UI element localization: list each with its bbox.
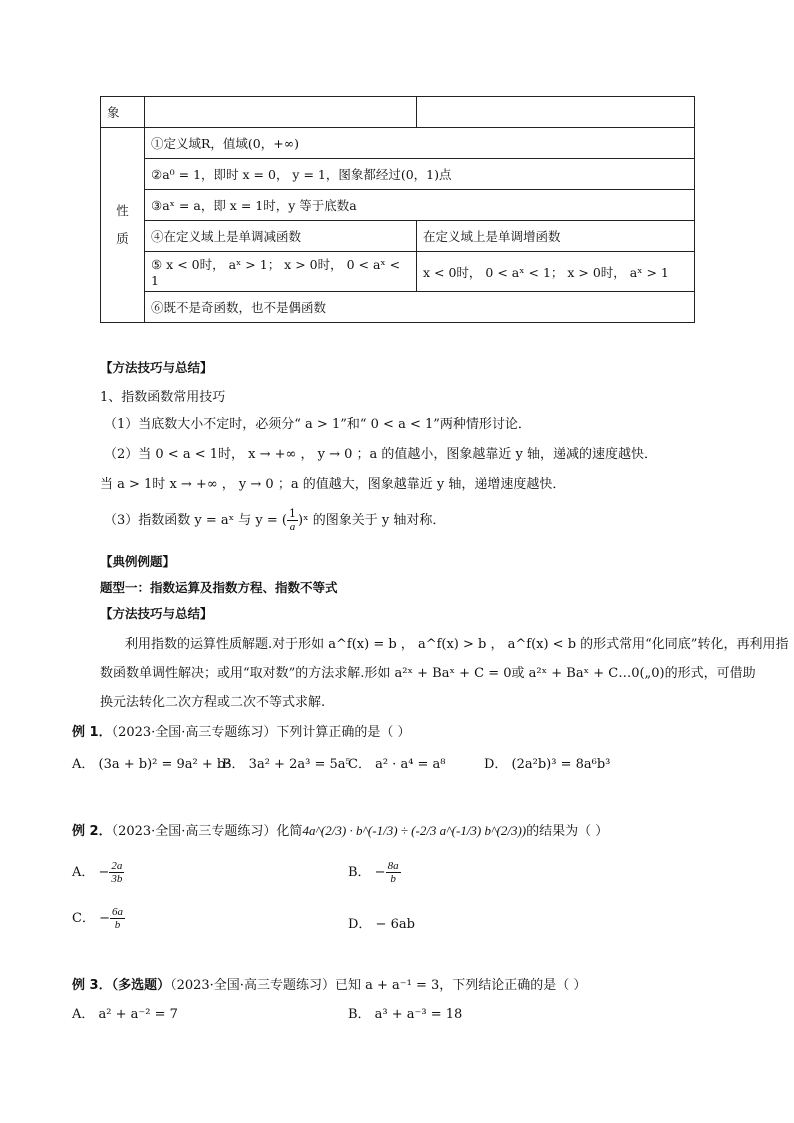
option-prefix: B． − xyxy=(348,865,386,880)
method-paragraph-line-1: 利用指数的运算性质解题.对于形如 a^f(x) = b ， a^f(x) > b ， a^f(x) < b 的形式常用“化同底”转化，再利用指 xyxy=(125,637,789,652)
property-5-left: ⑤ x < 0时， aˣ > 1； x > 0时， 0 < aˣ < 1 xyxy=(145,252,417,292)
table-row xyxy=(101,221,695,252)
fraction xyxy=(287,508,298,533)
numerator: 8a xyxy=(387,860,399,872)
tip-3 xyxy=(104,508,445,533)
table-row xyxy=(101,190,695,221)
example-1-option-b: B． 3a² + 2a³ = 5a⁵ xyxy=(222,757,351,772)
fraction xyxy=(109,860,124,885)
example-2-text-post: 的结果为（ ） xyxy=(526,824,609,839)
type-1-title: 题型一：指数运算及指数方程、指数不等式 xyxy=(100,580,338,595)
tip-3-pre: （3）指数函数 y = aˣ 与 y = ( xyxy=(104,513,288,528)
properties-table xyxy=(100,96,695,323)
table-row xyxy=(101,159,695,190)
section-heading-methods: 【方法技巧与总结】 xyxy=(100,360,213,375)
tips-title: 1、指数函数常用技巧 xyxy=(100,390,226,405)
option-prefix: A． − xyxy=(72,865,110,880)
table-row xyxy=(101,292,695,323)
example-1-stem xyxy=(72,721,411,740)
example-3-text: （2023·全国·高三专题练习）已知 a + a⁻¹ = 3，下列结论正确的是（ ） xyxy=(170,978,587,993)
example-1-option-d: D． (2a²b)³ = 8a⁶b³ xyxy=(484,757,611,772)
table-row xyxy=(101,128,695,159)
denominator: 3b xyxy=(111,873,123,885)
table-cell xyxy=(145,97,417,128)
fraction xyxy=(386,860,401,885)
example-3-option-b: B． a³ + a⁻³ = 18 xyxy=(348,1007,463,1022)
section-heading-methods-2: 【方法技巧与总结】 xyxy=(100,606,213,621)
example-2-option-c xyxy=(72,906,125,931)
property-6: ⑥既不是奇函数，也不是偶函数 xyxy=(145,292,695,323)
example-3-label: 例 3． xyxy=(72,978,112,993)
example-2-option-d: D． − 6ab xyxy=(348,917,415,932)
method-paragraph-line-2: 数函数单调性解决；或用“取对数”的方法求解.形如 a²ˣ + Baˣ + C = 0或 a²ˣ + Baˣ + C…0(„0)的形式，可借助 xyxy=(100,666,756,681)
row-header-xingzhi: 性 质 xyxy=(101,128,145,323)
property-3: ③aˣ = a，即 x = 1时，y 等于底数a xyxy=(145,190,695,221)
tip-2: （2）当 0 < a < 1时， x → +∞ ， y → 0 ；a 的值越小，图象越靠近 y 轴，递减的速度越快． xyxy=(104,447,658,462)
example-2-stem xyxy=(72,820,608,839)
example-3-option-a: A． a² + a⁻² = 7 xyxy=(72,1007,178,1022)
numerator: 6a xyxy=(111,906,123,918)
row-header-xiang: 象 xyxy=(101,97,145,128)
numerator: 1 xyxy=(289,507,297,520)
example-1-label: 例 1． xyxy=(72,725,112,740)
example-2-option-b xyxy=(348,860,401,885)
table-row xyxy=(101,97,695,128)
tip-3-post: )ˣ 的图象关于 y 轴对称． xyxy=(298,513,446,528)
property-2: ②a⁰ = 1，即时 x = 0， y = 1，图象都经过(0，1)点 xyxy=(145,159,695,190)
example-1-option-c: C． a² · a⁴ = a⁸ xyxy=(348,757,446,772)
example-3-stem xyxy=(72,974,586,993)
example-1-option-a: A． (3a + b)² = 9a² + b² xyxy=(72,757,231,772)
method-paragraph-line-3: 换元法转化二次方程或二次不等式求解. xyxy=(100,695,326,710)
denominator: a xyxy=(289,521,296,533)
example-2-label: 例 2． xyxy=(72,824,112,839)
property-4-left: ④在定义域上是单调减函数 xyxy=(145,221,417,252)
option-prefix: C． − xyxy=(72,911,110,926)
example-2-option-a xyxy=(72,860,124,885)
table-cell xyxy=(417,97,695,128)
example-2-text-pre: （2023·全国·高三专题练习）化简 xyxy=(111,824,303,839)
property-5-right: x < 0时， 0 < aˣ < 1； x > 0时， aˣ > 1 xyxy=(417,252,695,292)
table-row xyxy=(101,252,695,292)
numerator: 2a xyxy=(111,860,123,872)
denominator: b xyxy=(390,873,396,885)
section-heading-examples: 【典例例题】 xyxy=(100,554,176,569)
tip-2b: 当 a > 1时 x → +∞ ， y → 0 ；a 的值越大，图象越靠近 y 轴，递增速度越快． xyxy=(100,477,566,492)
property-4-right: 在定义域上是单调增函数 xyxy=(417,221,695,252)
fraction xyxy=(110,906,125,931)
tip-1: （1）当底数大小不定时，必须分“ a > 1”和“ 0 < a < 1”两种情形讨论． xyxy=(104,417,531,432)
example-3-tag: （多选题） xyxy=(111,978,171,993)
property-1: ①定义域R，值域(0，+∞) xyxy=(145,128,695,159)
example-1-text: （2023·全国·高三专题练习）下列计算正确的是（ ） xyxy=(111,725,411,740)
denominator: b xyxy=(114,919,121,931)
example-2-expression: 4a^(2/3) · b^(-1/3) ÷ (-2/3 a^(-1/3) b^(2/3)) xyxy=(302,823,527,838)
